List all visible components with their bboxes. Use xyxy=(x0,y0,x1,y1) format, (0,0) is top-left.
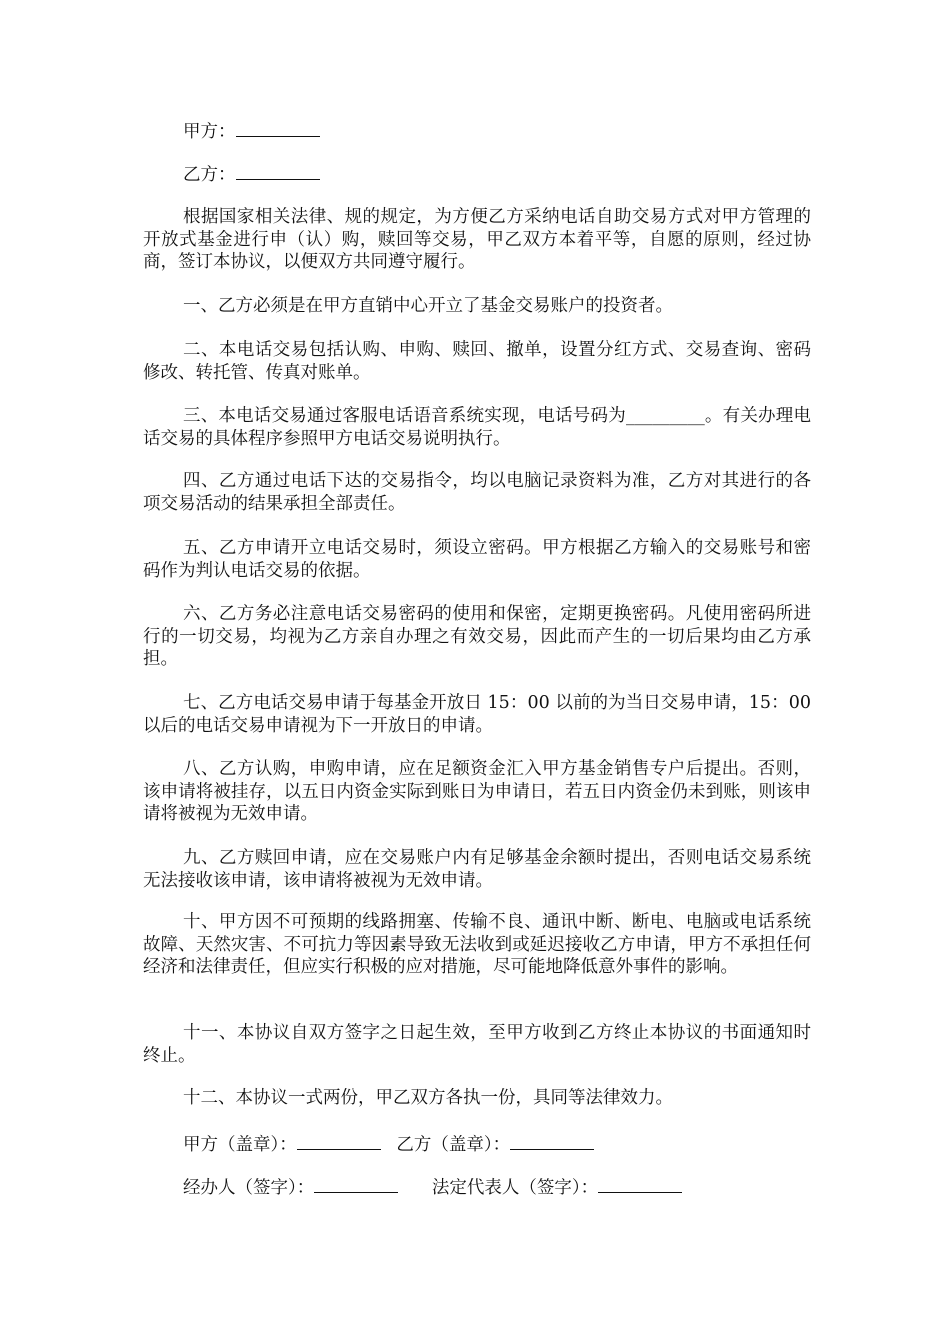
clause-12: 十二、本协议一式两份，甲乙双方各执一份，具同等法律效力。 xyxy=(183,1088,673,1108)
clause-4: 四、乙方通过电话下达的交易指令，均以电脑记录资料为准，乙方对其进行的各项交易活动的结果承担全部责任。 xyxy=(143,471,811,514)
clause-10: 十、甲方因不可预期的线路拥塞、传输不良、通讯中断、断电、电脑或电话系统故障、天然灾害、不可抗力等因素导致无法收到或延迟接收乙方申请，甲方不承担任何经济和法律责任，但应实行积极的应对措施，尽可能地降低意外事件的影响。 xyxy=(143,912,811,977)
clause-1: 一、乙方必须是在甲方直销中心开立了基金交易账户的投资者。 xyxy=(183,296,673,316)
clause-2: 二、本电话交易包括认购、申购、赎回、撤单，设置分红方式、交易查询、密码修改、转托管、传真对账单。 xyxy=(143,340,811,383)
clause-7: 七、乙方电话交易申请于每基金开放日 15：00 以前的为当日交易申请，15：00 以后的电话交易申请视为下一开放日的申请。 xyxy=(143,693,811,736)
legal-rep-sign-blank xyxy=(598,1175,682,1193)
clause-9: 九、乙方赎回申请，应在交易账户内有足够基金余额时提出，否则电话交易系统无法接收该申请，该申请将被视为无效申请。 xyxy=(143,848,811,891)
clause-3: 三、本电话交易通过客服电话语音系统实现，电话号码为_________。有关办理电话交易的具体程序参照甲方电话交易说明执行。 xyxy=(143,406,811,449)
clause-6: 六、乙方务必注意电话交易密码的使用和保密，定期更换密码。凡使用密码所进行的一切交易，均视为乙方亲自办理之有效交易，因此而产生的一切后果均由乙方承担。 xyxy=(143,604,811,669)
signature-row xyxy=(183,1175,853,1199)
clause-11: 十一、本协议自双方签字之日起生效，至甲方收到乙方终止本协议的书面通知时终止。 xyxy=(143,1023,811,1066)
party-b-label: 乙方： xyxy=(183,165,236,185)
handler-sign-blank xyxy=(314,1175,398,1193)
seal-row xyxy=(183,1132,853,1156)
handler-sign-label: 经办人（签字）： xyxy=(183,1178,315,1198)
party-b-seal-label: 乙方（盖章）： xyxy=(396,1135,511,1155)
party-a-seal-blank xyxy=(297,1132,381,1150)
party-b-blank xyxy=(236,162,320,180)
party-a-blank xyxy=(236,119,320,137)
party-b-seal-blank xyxy=(510,1132,594,1150)
clause-8: 八、乙方认购，申购申请，应在足额资金汇入甲方基金销售专户后提出。否则，该申请将被挂存，以五日内资金实际到账日为申请日，若五日内资金仍未到账，则该申请将被视为无效申请。 xyxy=(143,759,811,824)
preamble-paragraph: 根据国家相关法律、规的规定，为方便乙方采纳电话自助交易方式对甲方管理的开放式基金进行申（认）购，赎回等交易，甲乙双方本着平等，自愿的原则，经过协商，签订本协议，以便双方共同遵守履行。 xyxy=(143,207,811,272)
clause-5: 五、乙方申请开立电话交易时，须设立密码。甲方根据乙方输入的交易账号和密码作为判认电话交易的依据。 xyxy=(143,538,811,581)
legal-rep-sign-label: 法定代表人（签字）： xyxy=(431,1178,599,1198)
party-a-line xyxy=(183,119,853,143)
party-a-seal-label: 甲方（盖章）： xyxy=(183,1135,297,1155)
party-b-line xyxy=(183,162,853,186)
party-a-label: 甲方： xyxy=(183,122,236,142)
